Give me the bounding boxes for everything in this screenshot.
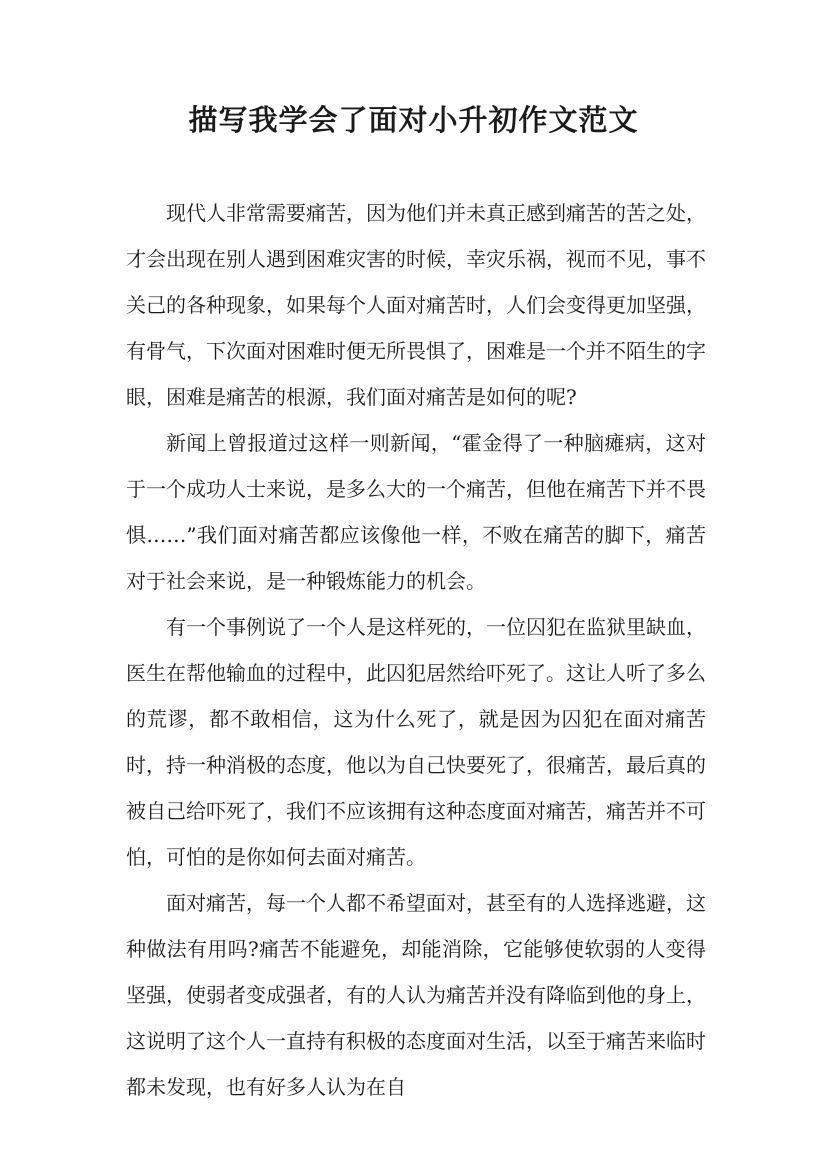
paragraph: 有一个事例说了一个人是这样死的，一位囚犯在监狱里缺血，医生在帮他输血的过程中，此囚犯居然给吓死了。这让人听了多么的荒谬，都不敢相信，这为什么死了，就是因为囚犯在面对痛苦时，持一种消极的态度，他以为自己快要死了，很痛苦，最后真的被自己给吓死了，我们不应该拥有这种态度面对痛苦，痛苦并不可怕，可怕的是你如何去面对痛苦。 (126, 615, 706, 869)
document-title: 描写我学会了面对小升初作文范文 (188, 103, 639, 137)
paragraph: 面对痛苦，每一个人都不希望面对，甚至有的人选择逃避，这种做法有用吗?痛苦不能避免，却能消除，它能够使软弱的人变得坚强，使弱者变成强者，有的人认为痛苦并没有降临到他的身上，这说明了这个人一直持有积极的态度面对生活，以至于痛苦来临时都未发现，也有好多人认为在自 (126, 891, 706, 1099)
paragraph: 现代人非常需要痛苦，因为他们并未真正感到痛苦的苦之处，才会出现在别人遇到困难灾害的时候，幸灾乐祸，视而不见，事不关己的各种现象，如果每个人面对痛苦时，人们会变得更加坚强，有骨气，下次面对困难时便无所畏惧了，困难是一个并不陌生的字眼，困难是痛苦的根源，我们面对痛苦是如何的呢? (126, 201, 706, 409)
document-body (126, 190, 706, 1110)
paragraph: 新闻上曾报道过这样一则新闻，“霍金得了一种脑瘫病，这对于一个成功人士来说，是多么大的一个痛苦，但他在痛苦下并不畏惧……”我们面对痛苦都应该像他一样，不败在痛苦的脚下，痛苦对于社会来说，是一种锻炼能力的机会。 (126, 431, 706, 593)
